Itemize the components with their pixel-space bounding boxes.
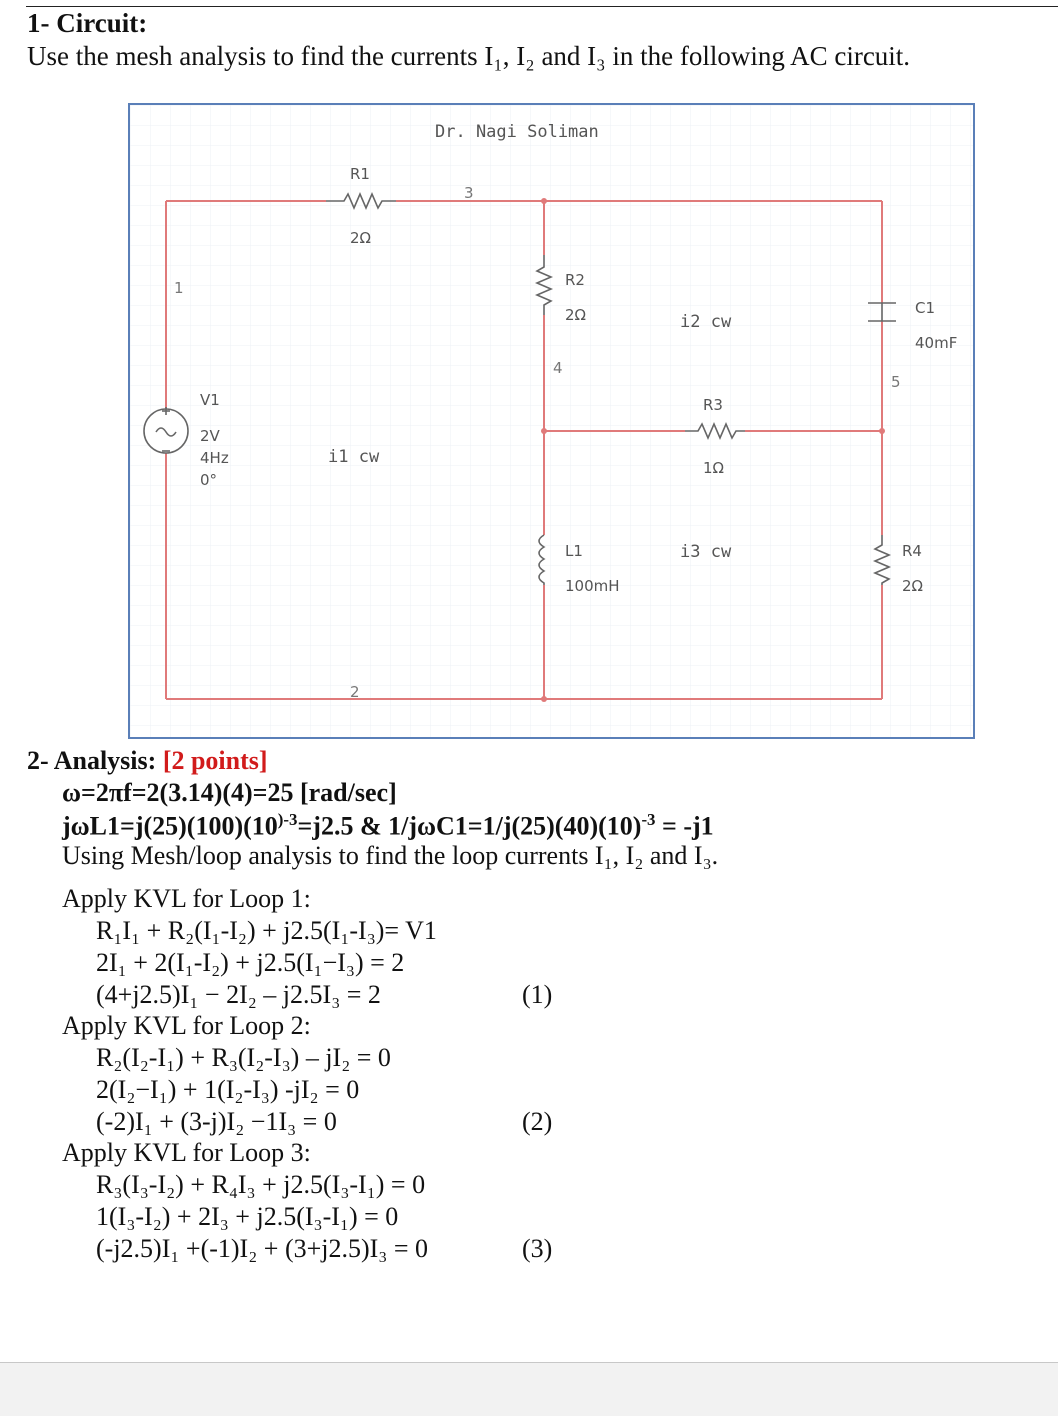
c1-value: 40mF	[915, 334, 958, 352]
loop2-eq1: R₂(I₂-I₁) + R₃(I₂-I₃) – jI₂ = 0	[96, 1043, 391, 1072]
loop1-eq2: 2I₁ + 2(I₁-I₂) + j2.5(I₁−I₃) = 2	[96, 948, 405, 977]
mesh-i3-label: i3 cw	[680, 542, 732, 562]
loop3-title: Apply KVL for Loop 3:	[62, 1138, 311, 1167]
r3-name: R3	[703, 396, 723, 414]
loop3-eq1: R₃(I₃-I₂) + R₄I₃ + j2.5(I₃-I₁) = 0	[96, 1170, 426, 1199]
r2-value: 2Ω	[565, 306, 587, 324]
impedance-line	[62, 810, 714, 842]
top-rule	[26, 6, 1058, 7]
section1-heading: 1- Circuit:	[27, 8, 148, 38]
impedance-part-c: = -j1	[655, 811, 714, 841]
mesh-i1-label: i1 cw	[328, 447, 380, 467]
impedance-exp-b: -3	[641, 810, 656, 829]
loop2-equation-number: (2)	[522, 1107, 553, 1136]
r1-name: R1	[350, 165, 370, 183]
loop1-eq3: (4+j2.5)I₁ − 2I₂ – j2.5I₃ = 2	[96, 980, 381, 1009]
circuit-diagram	[128, 103, 975, 739]
section2-title: 2- Analysis:	[27, 746, 157, 775]
r1-value: 2Ω	[350, 229, 372, 247]
loop3-equation-number: (3)	[522, 1234, 553, 1263]
v1-name: V1	[200, 391, 220, 409]
node-2-label: 2	[350, 683, 360, 701]
node-1-label: 1	[174, 279, 184, 297]
mesh-i2-label: i2 cw	[680, 312, 732, 332]
c1-name: C1	[915, 299, 936, 317]
loop1-eq1: R₁I₁ + R₂(I₁-I₂) + j2.5(I₁-I₃)= V1	[96, 916, 437, 945]
loop1-equation-number: (1)	[522, 980, 553, 1009]
section2-heading	[27, 746, 268, 776]
v1-frequency: 4Hz	[200, 449, 229, 467]
section1-instruction: Use the mesh analysis to find the currents I₁, I₂ and I₃ in the following AC circuit.	[27, 41, 911, 71]
loop3-eq2: 1(I₃-I₂) + 2I₃ + j2.5(I₃-I₁) = 0	[96, 1202, 399, 1231]
r4-value: 2Ω	[902, 577, 924, 595]
r2-name: R2	[565, 271, 585, 289]
using-line: Using Mesh/loop analysis to find the loop currents I₁, I₂ and I₃.	[62, 841, 719, 870]
impedance-part-a: jωL1=j(25)(100)(10	[62, 811, 278, 841]
loop2-eq3: (-2)I₁ + (3-j)I₂ −1I₃ = 0	[96, 1107, 337, 1136]
l1-value: 100mH	[565, 577, 620, 595]
bottom-bar	[0, 1362, 1058, 1416]
l1-name: L1	[565, 542, 583, 560]
loop1-title: Apply KVL for Loop 1:	[62, 884, 311, 913]
node-5-label: 5	[891, 373, 901, 391]
v1-phase: 0°	[200, 471, 218, 489]
omega-line: ω=2πf=2(3.14)(4)=25 [rad/sec]	[62, 778, 397, 807]
v1-amplitude: 2V	[200, 427, 220, 445]
points-badge: [2 points]	[162, 746, 268, 775]
r4-name: R4	[902, 542, 922, 560]
loop2-title: Apply KVL for Loop 2:	[62, 1011, 311, 1040]
loop3-eq3: (-j2.5)I₁ +(-1)I₂ + (3+j2.5)I₃ = 0	[96, 1234, 429, 1263]
impedance-part-b: =j2.5 & 1/jωC1=1/j(25)(40)(10)	[297, 811, 642, 841]
impedance-exp-a: )-3	[277, 810, 298, 829]
r3-value: 1Ω	[703, 459, 725, 477]
circuit-svg	[130, 105, 973, 737]
node-4-label: 4	[553, 359, 563, 377]
loop2-eq2: 2(I₂−I₁) + 1(I₂-I₃) -jI₂ = 0	[96, 1075, 360, 1104]
author-label: Dr. Nagi Soliman	[435, 122, 599, 142]
grid-background	[130, 105, 973, 737]
node-3-label: 3	[464, 184, 474, 202]
